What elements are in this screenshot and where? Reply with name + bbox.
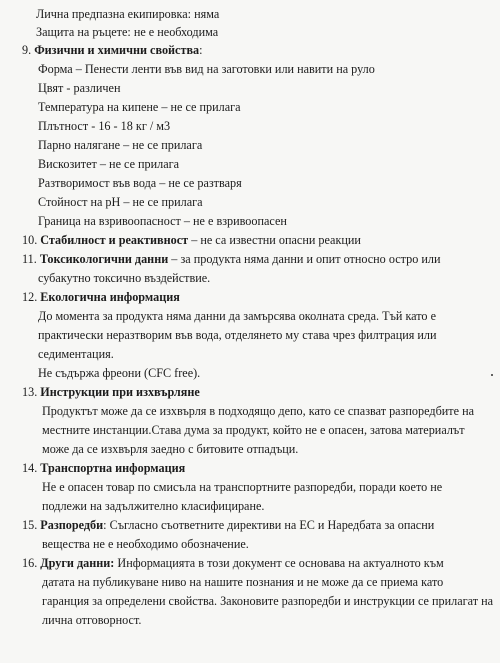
section-text: – за продукта няма данни и опит относно остро или bbox=[168, 252, 441, 266]
text-line: Парно налягане – не се прилага bbox=[38, 138, 203, 152]
section-text: Информацията в този документ се основава на актуалното към bbox=[114, 556, 444, 570]
text-line: Не е опасен товар по смисъла на транспортните разпоредби, поради което не bbox=[42, 480, 443, 494]
section-text: : bbox=[199, 43, 203, 57]
text-line: лична отговорност. bbox=[42, 613, 142, 627]
text-line: Лична предпазна екипировка: няма bbox=[36, 7, 220, 21]
text-line: субакутно токсично въздействие. bbox=[38, 271, 211, 285]
section-number: 13. bbox=[22, 385, 38, 399]
section-text: – не са известни опасни реакции bbox=[188, 233, 361, 247]
section-title: Екологична информация bbox=[40, 290, 180, 304]
text-line: местните инстанции.Става дума за продукт, който не е опасен, затова материалът bbox=[42, 423, 465, 437]
section-number: 9. bbox=[22, 43, 32, 57]
section-title: Токсикологични данни bbox=[39, 252, 169, 266]
text-line: практически неразтворим във вода, отделянето му става чрез филтрация или bbox=[38, 328, 437, 342]
section-number: 15. bbox=[22, 518, 38, 532]
section-heading bbox=[22, 233, 361, 247]
text-line: Не съдържа фреони (CFC free). bbox=[38, 366, 201, 380]
text-line: Температура на кипене – не се прилага bbox=[38, 100, 241, 114]
section-title: Стабилност и реактивност bbox=[40, 233, 189, 247]
text-line: Продуктът може да се изхвърля в подходящо депо, като се спазват разпоредбите на bbox=[42, 404, 475, 418]
section-heading bbox=[22, 252, 440, 266]
scan-speck bbox=[491, 374, 493, 376]
section-title: Други данни: bbox=[40, 556, 115, 570]
text-line: гаранция за определени свойства. Законовите разпоредби и инструкции се прилагат на bbox=[42, 594, 494, 608]
text-line: подлежи на задължително класифициране. bbox=[42, 499, 265, 513]
section-number: 12. bbox=[22, 290, 38, 304]
section-heading bbox=[22, 518, 434, 532]
text-line: може да се изхвърля заедно с битовите отпадъци. bbox=[42, 442, 299, 456]
text-line: Защита на ръцете: не е необходима bbox=[36, 25, 219, 39]
section-heading bbox=[22, 290, 180, 304]
section-heading bbox=[22, 385, 200, 399]
text-line: Стойност на pH – не се прилага bbox=[38, 195, 203, 209]
section-number: 10. bbox=[22, 233, 38, 247]
section-text: : Съгласно съответните директиви на ЕС и Наредбата за опасни bbox=[103, 518, 435, 532]
text-line: Вискозитет – не се прилага bbox=[38, 157, 180, 171]
section-number: 16. bbox=[22, 556, 38, 570]
section-number: 11. bbox=[22, 252, 37, 266]
text-line: вещества не е необходимо обозначение. bbox=[42, 537, 249, 551]
text-line: Разтворимост във вода – не се разтваря bbox=[38, 176, 242, 190]
section-title: Разпоредби bbox=[40, 518, 104, 532]
section-title: Инструкции при изхвърляне bbox=[40, 385, 200, 399]
text-line: Граница на взривоопасност – не е взривоопасен bbox=[38, 214, 287, 228]
section-heading bbox=[22, 461, 185, 475]
text-line: седиментация. bbox=[38, 347, 114, 361]
section-title: Физични и химични свойства bbox=[34, 43, 200, 57]
section-title: Транспортна информация bbox=[40, 461, 186, 475]
section-heading bbox=[22, 43, 203, 57]
text-line: До момента за продукта няма данни да замърсява околната среда. Тъй като е bbox=[38, 309, 436, 323]
text-line: Форма – Пенести ленти във вид на заготовки или навити на руло bbox=[38, 62, 375, 76]
section-number: 14. bbox=[22, 461, 38, 475]
text-line: Плътност - 16 - 18 кг / м3 bbox=[38, 119, 171, 133]
text-line: датата на публикуване ниво на нашите познания и не може да се приема като bbox=[42, 575, 444, 589]
text-line: Цвят - различен bbox=[38, 81, 121, 95]
section-heading bbox=[22, 556, 444, 570]
